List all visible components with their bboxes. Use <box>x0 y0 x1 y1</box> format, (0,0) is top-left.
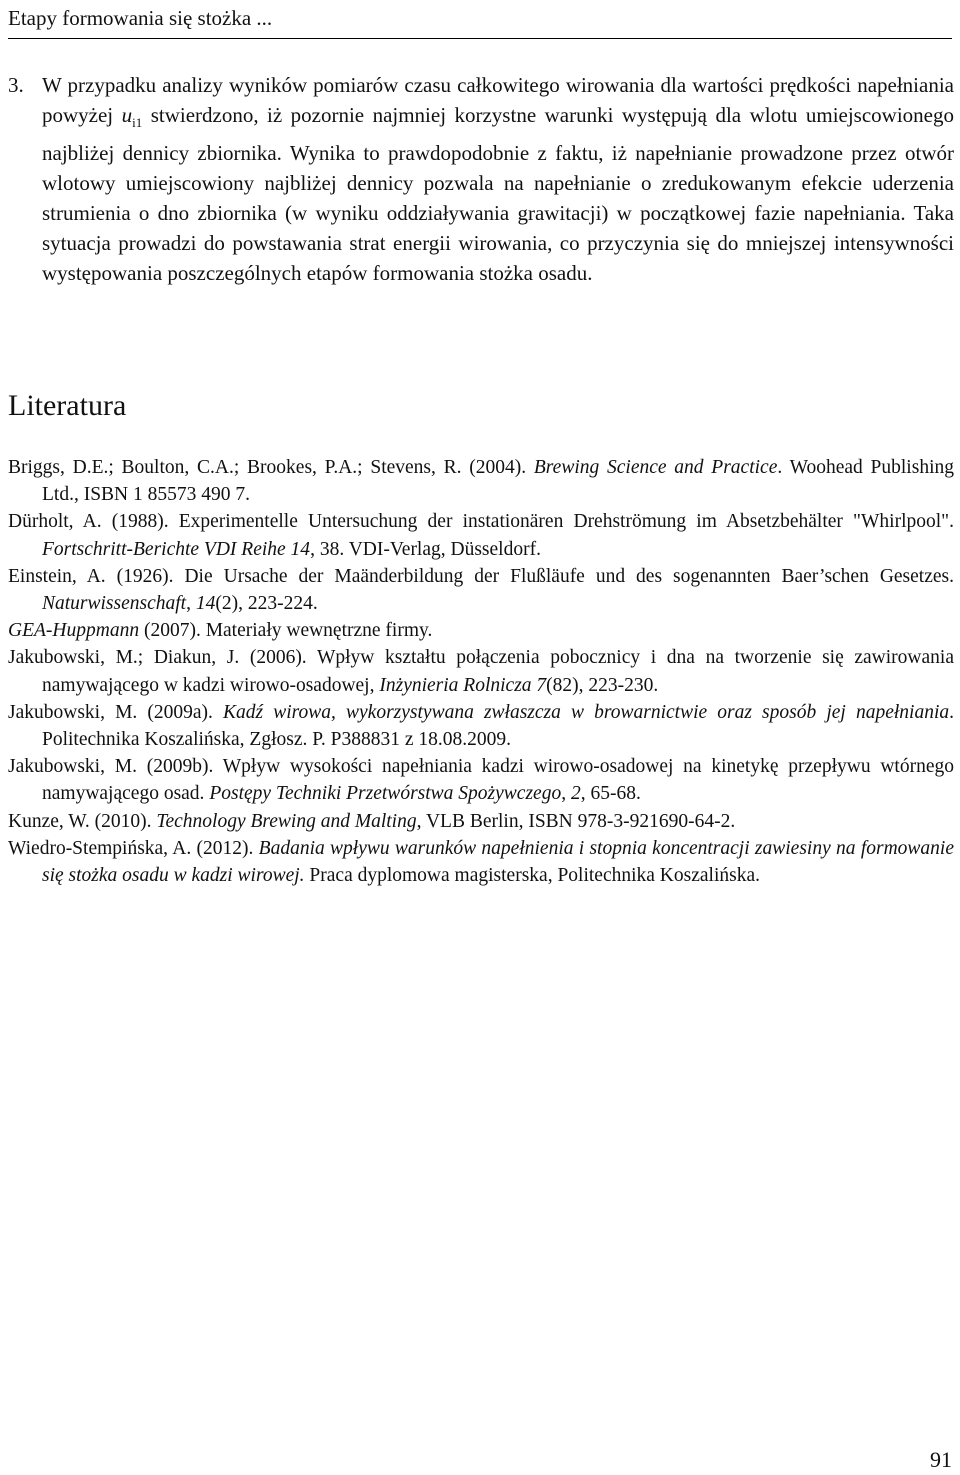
literature-heading: Literatura <box>8 389 127 422</box>
page-number: 91 <box>930 1447 952 1472</box>
reference-item: Briggs, D.E.; Boulton, C.A.; Brookes, P.A.; Stevens, R. (2004). Brewing Science and Practice. Woohead Publishing Ltd., ISBN 1 85573 490 7. <box>8 457 954 506</box>
paragraph-text-part2: stwierdzono, iż pozornie najmniej korzystne warunki występują dla wlotu umiejscowionego najbliżej dennicy zbiornika. Wynika to prawdopodobnie z faktu, iż napełnianie prowadzone przez otwór wlotowy umiejscowiony najbliżej dennicy pozwala na napełnianie o zredukowanym efekcie uderzenia strumienia o dno zbiornika (w wyniku oddziaływania grawitacji) w początkowej fazie napełniania. Taka sytuacja prowadzi do powstawania strat energii wirowania, co przyczynia się do mniejszej intensywności występowania poszczególnych etapów formowania stożka osadu. <box>42 103 954 286</box>
paragraph-number: 3. <box>8 73 24 97</box>
running-header: Etapy formowania się stożka ... <box>8 4 952 39</box>
paragraph-text-part1: W przypadku analizy wyników pomiarów czasu całkowitego wirowania dla wartości prędkości napełniania powyżej <box>42 73 954 127</box>
reference-item: Einstein, A. (1926). Die Ursache der Maänderbildung der Flußläufe und des sogenannten Baer’schen Gesetzes. Naturwissenschaft, 14(2), 223-224. <box>8 565 954 615</box>
reference-item: Jakubowski, M. (2009b). Wpływ wysokości napełniania kadzi wirowo-osadowej na kinetykę przepływu wtórnego namywającego osad. Postępy Techniki Przetwórstwa Spożywczego, 2, 65-68. <box>8 756 954 805</box>
reference-item: Dürholt, A. (1988). Experimentelle Untersuchung der instationären Drehströmung im Absetzbehälter "Whirlpool". Fortschritt-Berichte VDI Reihe 14, 38. VDI-Verlag, Düsseldorf. <box>8 511 954 560</box>
reference-item: GEA-Huppmann (2007). Materiały wewnętrzne firmy. <box>8 620 433 642</box>
reference-item: Jakubowski, M. (2009a). Kadź wirowa, wykorzystywana zwłaszcza w browarnictwie oraz sposób jej napełniania. Politechnika Koszalińska, Zgłosz. P. P388831 z 18.08.2009. <box>8 701 954 751</box>
velocity-symbol: $u_{i1}$ <box>121 103 143 131</box>
reference-item: Jakubowski, M.; Diakun, J. (2006). Wpływ kształtu połączenia pobocznicy i dna na tworzenie się zawirowania namywającego w kadzi wirowo-osadowej, Inżynieria Rolnicza 7(82), 223-230. <box>8 647 954 696</box>
reference-item: Kunze, W. (2010). Technology Brewing and Malting, VLB Berlin, ISBN 978-3-921690-64-2. <box>8 810 736 832</box>
reference-list <box>8 454 954 889</box>
body-paragraph <box>8 70 954 288</box>
reference-item: Wiedro-Stempińska, A. (2012). Badania wpływu warunków napełnienia i stopnia koncentracji zawiesiny na formowanie się stożka osadu w kadzi wirowej. Praca dyplomowa magisterska, Politechnika Koszalińska. <box>8 837 954 887</box>
